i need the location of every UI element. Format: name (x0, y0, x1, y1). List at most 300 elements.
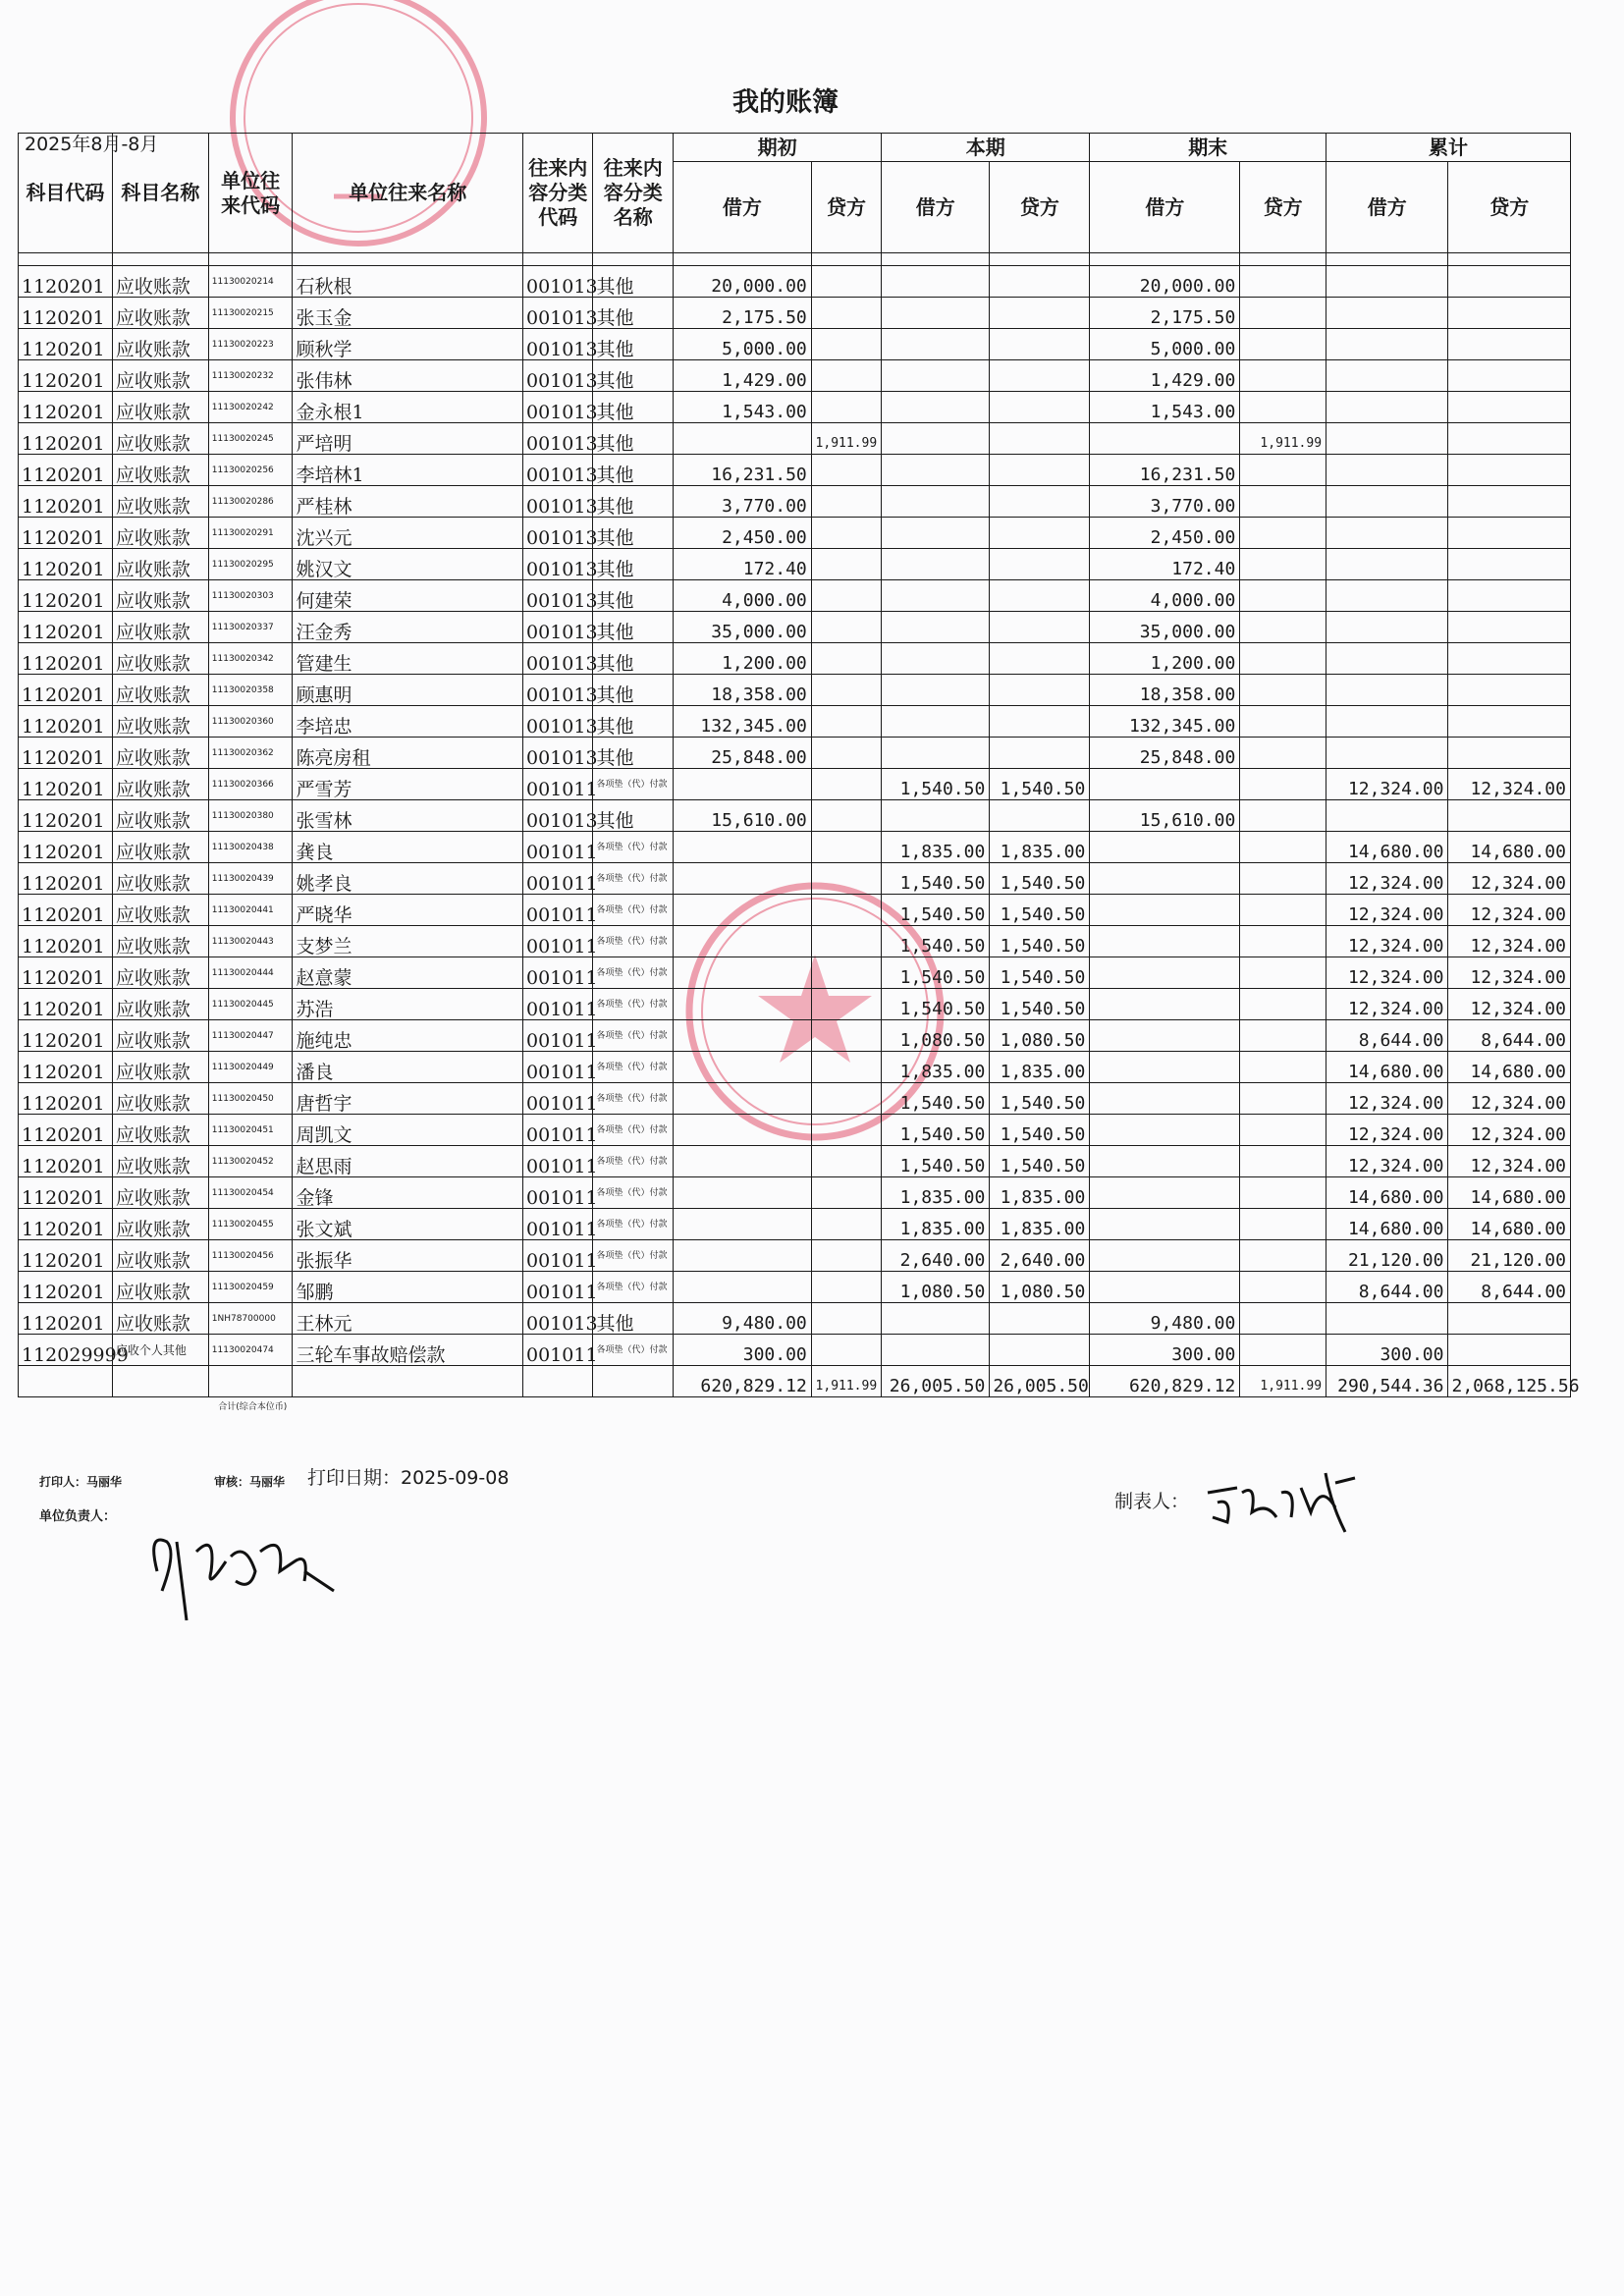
cell-class-name: 各项垫（代）付款 (593, 1240, 674, 1272)
cell-cumulative-debit: 14,680.00 (1326, 832, 1448, 863)
cell-opening-debit: 172.40 (674, 549, 812, 580)
cell-subject-code: 1120201 (19, 486, 113, 518)
col-group-closing: 期末 (1090, 134, 1326, 162)
cell-current-debit (882, 423, 990, 455)
cell-subject-name: 应收账款 (112, 549, 208, 580)
cell-subject-code: 1120201 (19, 706, 113, 738)
cell-unit-code: 11130020366 (208, 769, 293, 800)
cell-opening-debit (674, 1272, 812, 1303)
cell-subject-name: 应收账款 (112, 392, 208, 423)
cell-current-credit: 1,540.50 (990, 957, 1090, 989)
cell-closing-debit (1090, 957, 1240, 989)
cell-subject-code: 1120201 (19, 1115, 113, 1146)
cell-unit-name: 施纯忠 (293, 1020, 523, 1052)
cell-class-name: 其他 (593, 518, 674, 549)
cell-subject-name: 应收账款 (112, 1020, 208, 1052)
cell-current-debit (882, 360, 990, 392)
cell-current-debit: 1,080.50 (882, 1272, 990, 1303)
cell-subject-name: 应收账款 (112, 800, 208, 832)
cell-opening-credit (811, 518, 881, 549)
table-row (19, 1272, 1571, 1303)
cell-closing-debit (1090, 1115, 1240, 1146)
cell-cumulative-debit: 12,324.00 (1326, 926, 1448, 957)
cell-subject-name: 应收账款 (112, 895, 208, 926)
cell-subject-code: 1120201 (19, 612, 113, 643)
cell-class-name: 各项垫（代）付款 (593, 1115, 674, 1146)
cell-closing-debit (1090, 1020, 1240, 1052)
cell-opening-debit (674, 769, 812, 800)
cell-closing-credit (1240, 1272, 1326, 1303)
ledger-body (19, 253, 1571, 1366)
cell-unit-code: 11130020214 (208, 266, 293, 298)
cell-subject-code: 1120201 (19, 392, 113, 423)
table-row (19, 1240, 1571, 1272)
cell-current-credit (990, 360, 1090, 392)
table-row (19, 895, 1571, 926)
table-row (19, 455, 1571, 486)
cell-cumulative-credit: 14,680.00 (1448, 1177, 1571, 1209)
col-class-code: 往来内容分类代码 (523, 134, 593, 253)
cell-subject-code: 1120201 (19, 675, 113, 706)
cell-subject-code: 1120201 (19, 895, 113, 926)
cell-cumulative-debit: 12,324.00 (1326, 1115, 1448, 1146)
cell-current-credit (990, 1335, 1090, 1366)
cell-opening-credit (811, 1335, 881, 1366)
cell-unit-name: 张文斌 (293, 1209, 523, 1240)
cell-cumulative-credit (1448, 423, 1571, 455)
cell-cumulative-credit (1448, 643, 1571, 675)
cell-closing-debit (1090, 423, 1240, 455)
cell-current-debit (882, 1335, 990, 1366)
cell-opening-debit: 15,610.00 (674, 800, 812, 832)
cell-closing-debit (1090, 926, 1240, 957)
cell-closing-credit (1240, 486, 1326, 518)
cell-class-code: 001013 (523, 486, 593, 518)
cell-cumulative-credit: 12,324.00 (1448, 989, 1571, 1020)
cell-opening-debit: 18,358.00 (674, 675, 812, 706)
table-row (19, 706, 1571, 738)
cell-cumulative-debit (1326, 800, 1448, 832)
cell-class-code: 001013 (523, 738, 593, 769)
cell-cumulative-debit (1326, 360, 1448, 392)
cell-opening-debit: 20,000.00 (674, 266, 812, 298)
cell-unit-name: 张玉金 (293, 298, 523, 329)
cell-unit-name: 唐哲宇 (293, 1083, 523, 1115)
cell-opening-debit: 2,450.00 (674, 518, 812, 549)
table-row (19, 863, 1571, 895)
col-cumulative-debit: 借方 (1326, 162, 1448, 253)
cell-cumulative-debit: 12,324.00 (1326, 1146, 1448, 1177)
cell-class-code: 001011 (523, 863, 593, 895)
cell-unit-code: 11130020380 (208, 800, 293, 832)
cell-closing-debit: 5,000.00 (1090, 329, 1240, 360)
cell-unit-name: 周凯文 (293, 1115, 523, 1146)
table-row (19, 675, 1571, 706)
cell-class-code: 001011 (523, 1272, 593, 1303)
cell-current-credit: 1,540.50 (990, 1083, 1090, 1115)
cell-closing-credit (1240, 1240, 1326, 1272)
cell-subject-name: 应收账款 (112, 1146, 208, 1177)
cell-current-debit (882, 549, 990, 580)
cell-opening-debit (674, 1052, 812, 1083)
cell-class-code: 001013 (523, 392, 593, 423)
cell-subject-name: 应收账款 (112, 329, 208, 360)
cell-closing-debit: 18,358.00 (1090, 675, 1240, 706)
table-row (19, 298, 1571, 329)
cell-opening-debit (674, 1146, 812, 1177)
cell-cumulative-credit: 8,644.00 (1448, 1020, 1571, 1052)
cell-cumulative-credit (1448, 266, 1571, 298)
cell-unit-name: 金锋 (293, 1177, 523, 1209)
cell-class-name: 各项垫（代）付款 (593, 1083, 674, 1115)
cell-opening-credit: 1,911.99 (811, 423, 881, 455)
cell-unit-name: 李培林1 (293, 455, 523, 486)
cell-current-credit (990, 612, 1090, 643)
cell-subject-name: 应收账款 (112, 1272, 208, 1303)
cell-current-debit: 1,540.50 (882, 1083, 990, 1115)
page-title: 我的账簿 (732, 87, 839, 118)
cell-opening-credit (811, 1146, 881, 1177)
cell-class-name: 各项垫（代）付款 (593, 1209, 674, 1240)
table-row (19, 738, 1571, 769)
col-current-debit: 借方 (882, 162, 990, 253)
cell-subject-name: 应收账款 (112, 863, 208, 895)
cell-subject-code: 1120201 (19, 423, 113, 455)
cell-opening-debit (674, 1115, 812, 1146)
cell-class-name: 其他 (593, 800, 674, 832)
cell-opening-debit: 35,000.00 (674, 612, 812, 643)
table-row (19, 1115, 1571, 1146)
cell-class-code: 001011 (523, 926, 593, 957)
total-closing-credit: 1,911.99 (1240, 1366, 1326, 1397)
cell-closing-debit: 172.40 (1090, 549, 1240, 580)
cell-unit-name: 张伟林 (293, 360, 523, 392)
cell-closing-debit (1090, 1146, 1240, 1177)
cell-cumulative-credit (1448, 580, 1571, 612)
total-opening-debit: 620,829.12 (674, 1366, 812, 1397)
cell-unit-name: 支梦兰 (293, 926, 523, 957)
cell-cumulative-credit (1448, 612, 1571, 643)
cell-current-debit: 1,540.50 (882, 863, 990, 895)
cell-unit-name: 严晓华 (293, 895, 523, 926)
cell-opening-credit (811, 392, 881, 423)
table-row (19, 989, 1571, 1020)
table-row (19, 518, 1571, 549)
cell-current-debit (882, 455, 990, 486)
cell-opening-debit: 1,429.00 (674, 360, 812, 392)
cell-class-name: 其他 (593, 423, 674, 455)
cell-current-credit: 1,540.50 (990, 1115, 1090, 1146)
cell-unit-name: 王林元 (293, 1303, 523, 1335)
cell-opening-credit (811, 1272, 881, 1303)
cell-opening-credit (811, 1115, 881, 1146)
cell-opening-debit: 1,200.00 (674, 643, 812, 675)
cell-current-debit (882, 266, 990, 298)
cell-subject-code: 1120201 (19, 580, 113, 612)
cell-opening-credit (811, 926, 881, 957)
col-unit-code: 单位往来代码 (208, 134, 293, 253)
cell-class-code: 001013 (523, 298, 593, 329)
table-row (19, 266, 1571, 298)
cell-subject-name: 应收账款 (112, 1052, 208, 1083)
cell-closing-debit (1090, 895, 1240, 926)
cell-unit-name: 陈亮房租 (293, 738, 523, 769)
cell-closing-credit (1240, 329, 1326, 360)
cell-unit-code: 11130020232 (208, 360, 293, 392)
cell-unit-name: 苏浩 (293, 989, 523, 1020)
table-row (19, 549, 1571, 580)
table-row (19, 1020, 1571, 1052)
cell-closing-credit (1240, 1209, 1326, 1240)
cell-subject-name: 应收账款 (112, 675, 208, 706)
cell-subject-code: 1120201 (19, 957, 113, 989)
header-spacer-row (19, 253, 1571, 266)
cell-opening-debit (674, 989, 812, 1020)
cell-opening-debit: 9,480.00 (674, 1303, 812, 1335)
cell-closing-debit: 1,200.00 (1090, 643, 1240, 675)
col-unit-name: 单位往来名称 (293, 134, 523, 253)
cell-subject-name: 应收账款 (112, 423, 208, 455)
cell-unit-name: 三轮车事故赔偿款 (293, 1335, 523, 1366)
cell-closing-debit: 132,345.00 (1090, 706, 1240, 738)
total-cumulative-credit: 2,068,125.56 (1448, 1366, 1571, 1397)
cell-cumulative-debit: 14,680.00 (1326, 1177, 1448, 1209)
cell-cumulative-debit (1326, 329, 1448, 360)
cell-opening-credit (811, 957, 881, 989)
cell-current-debit (882, 1303, 990, 1335)
cell-current-debit (882, 643, 990, 675)
cell-current-debit: 1,080.50 (882, 1020, 990, 1052)
cell-subject-name: 应收账款 (112, 612, 208, 643)
cell-subject-name: 应收账款 (112, 738, 208, 769)
cell-opening-credit (811, 895, 881, 926)
cell-closing-debit: 4,000.00 (1090, 580, 1240, 612)
cell-cumulative-debit (1326, 1303, 1448, 1335)
cell-cumulative-debit: 8,644.00 (1326, 1272, 1448, 1303)
cell-opening-credit (811, 989, 881, 1020)
cell-opening-debit: 25,848.00 (674, 738, 812, 769)
col-opening-debit: 借方 (674, 162, 812, 253)
table-row (19, 612, 1571, 643)
cell-current-credit (990, 486, 1090, 518)
cell-cumulative-debit: 12,324.00 (1326, 989, 1448, 1020)
cell-closing-credit (1240, 643, 1326, 675)
cell-unit-code: 11130020362 (208, 738, 293, 769)
cell-unit-name: 顾秋学 (293, 329, 523, 360)
cell-opening-credit (811, 266, 881, 298)
cell-class-code: 001013 (523, 612, 593, 643)
cell-class-name: 其他 (593, 455, 674, 486)
col-closing-debit: 借方 (1090, 162, 1240, 253)
signature-preparer (1198, 1463, 1365, 1542)
cell-cumulative-debit (1326, 675, 1448, 706)
cell-unit-name: 潘良 (293, 1052, 523, 1083)
cell-closing-credit (1240, 1115, 1326, 1146)
cell-unit-code: 11130020455 (208, 1209, 293, 1240)
cell-unit-code: 1NH78700000 (208, 1303, 293, 1335)
cell-current-credit (990, 675, 1090, 706)
cell-cumulative-debit (1326, 298, 1448, 329)
cell-opening-debit (674, 895, 812, 926)
cell-cumulative-credit: 12,324.00 (1448, 769, 1571, 800)
cell-opening-debit: 1,543.00 (674, 392, 812, 423)
cell-closing-credit (1240, 1303, 1326, 1335)
cell-class-name: 其他 (593, 549, 674, 580)
cell-class-code: 001011 (523, 1177, 593, 1209)
cell-class-name: 各项垫（代）付款 (593, 989, 674, 1020)
cell-class-name: 其他 (593, 738, 674, 769)
cell-unit-name: 李培忠 (293, 706, 523, 738)
cell-current-credit (990, 706, 1090, 738)
cell-subject-code: 1120201 (19, 298, 113, 329)
cell-unit-code: 11130020441 (208, 895, 293, 926)
cell-cumulative-credit: 12,324.00 (1448, 1115, 1571, 1146)
cell-class-code: 001013 (523, 360, 593, 392)
table-row (19, 926, 1571, 957)
cell-opening-debit (674, 423, 812, 455)
cell-opening-debit (674, 863, 812, 895)
cell-closing-debit: 9,480.00 (1090, 1303, 1240, 1335)
cell-cumulative-debit: 12,324.00 (1326, 895, 1448, 926)
cell-class-name: 各项垫（代）付款 (593, 1335, 674, 1366)
table-row (19, 800, 1571, 832)
unit-head-label: 单位负责人： (39, 1509, 117, 1524)
cell-opening-credit (811, 738, 881, 769)
cell-cumulative-debit (1326, 549, 1448, 580)
cell-class-name: 各项垫（代）付款 (593, 957, 674, 989)
cell-class-name: 各项垫（代）付款 (593, 895, 674, 926)
cell-cumulative-credit: 12,324.00 (1448, 926, 1571, 957)
cell-unit-code: 11130020223 (208, 329, 293, 360)
cell-cumulative-debit: 8,644.00 (1326, 1020, 1448, 1052)
cell-current-debit: 1,540.50 (882, 769, 990, 800)
cell-class-name: 各项垫（代）付款 (593, 1177, 674, 1209)
cell-closing-debit: 25,848.00 (1090, 738, 1240, 769)
cell-current-debit: 1,835.00 (882, 1177, 990, 1209)
cell-unit-code: 11130020337 (208, 612, 293, 643)
cell-cumulative-debit: 21,120.00 (1326, 1240, 1448, 1272)
cell-cumulative-debit: 12,324.00 (1326, 1083, 1448, 1115)
col-group-cumulative: 累计 (1326, 134, 1571, 162)
cell-subject-code: 1120201 (19, 1083, 113, 1115)
cell-closing-debit: 20,000.00 (1090, 266, 1240, 298)
cell-unit-code: 11130020474 (208, 1335, 293, 1366)
cell-class-code: 001011 (523, 1146, 593, 1177)
cell-opening-debit: 2,175.50 (674, 298, 812, 329)
cell-current-credit: 1,835.00 (990, 1177, 1090, 1209)
cell-closing-credit (1240, 1335, 1326, 1366)
cell-current-debit: 1,540.50 (882, 1115, 990, 1146)
cell-class-name: 其他 (593, 360, 674, 392)
cell-current-debit: 2,640.00 (882, 1240, 990, 1272)
cell-opening-debit (674, 1209, 812, 1240)
cell-unit-code: 11130020342 (208, 643, 293, 675)
cell-class-code: 001013 (523, 455, 593, 486)
cell-opening-credit (811, 549, 881, 580)
cell-class-code: 001011 (523, 1083, 593, 1115)
cell-unit-code: 11130020438 (208, 832, 293, 863)
cell-unit-code: 11130020450 (208, 1083, 293, 1115)
cell-closing-debit: 15,610.00 (1090, 800, 1240, 832)
total-closing-debit: 620,829.12 (1090, 1366, 1240, 1397)
cell-class-name: 各项垫（代）付款 (593, 1272, 674, 1303)
cell-cumulative-debit: 14,680.00 (1326, 1052, 1448, 1083)
cell-class-name: 各项垫（代）付款 (593, 1020, 674, 1052)
cell-cumulative-credit (1448, 392, 1571, 423)
cell-cumulative-debit (1326, 580, 1448, 612)
cell-unit-code: 11130020303 (208, 580, 293, 612)
cell-subject-code: 1120201 (19, 266, 113, 298)
cell-current-debit (882, 675, 990, 706)
cell-opening-credit (811, 455, 881, 486)
cell-unit-name: 严培明 (293, 423, 523, 455)
cell-unit-code: 11130020454 (208, 1177, 293, 1209)
cell-subject-code: 1120201 (19, 800, 113, 832)
cell-unit-code: 11130020443 (208, 926, 293, 957)
cell-unit-name: 严雪芳 (293, 769, 523, 800)
cell-class-code: 001011 (523, 1240, 593, 1272)
cell-closing-debit (1090, 1177, 1240, 1209)
cell-cumulative-debit: 12,324.00 (1326, 863, 1448, 895)
total-opening-credit: 1,911.99 (811, 1366, 881, 1397)
cell-closing-credit (1240, 1177, 1326, 1209)
table-row (19, 1177, 1571, 1209)
cell-cumulative-credit (1448, 706, 1571, 738)
cell-current-debit (882, 518, 990, 549)
cell-unit-name: 沈兴元 (293, 518, 523, 549)
cell-current-debit (882, 580, 990, 612)
cell-opening-debit (674, 1083, 812, 1115)
cell-unit-code: 11130020256 (208, 455, 293, 486)
cell-closing-credit (1240, 1146, 1326, 1177)
cell-subject-code: 1120201 (19, 769, 113, 800)
cell-current-credit: 1,540.50 (990, 895, 1090, 926)
cell-cumulative-credit: 14,680.00 (1448, 1052, 1571, 1083)
cell-subject-code: 1120201 (19, 989, 113, 1020)
cell-cumulative-debit: 14,680.00 (1326, 1209, 1448, 1240)
cell-subject-code: 1120201 (19, 643, 113, 675)
col-group-current: 本期 (882, 134, 1090, 162)
cell-subject-name: 应收账款 (112, 1303, 208, 1335)
cell-unit-code: 11130020286 (208, 486, 293, 518)
cell-subject-name: 应收账款 (112, 769, 208, 800)
table-row (19, 580, 1571, 612)
cell-closing-debit (1090, 1240, 1240, 1272)
cell-class-code: 001011 (523, 769, 593, 800)
cell-subject-code: 1120201 (19, 1240, 113, 1272)
cell-subject-code: 1120201 (19, 1272, 113, 1303)
cell-closing-debit (1090, 832, 1240, 863)
cell-closing-credit (1240, 518, 1326, 549)
cell-cumulative-debit (1326, 706, 1448, 738)
cell-unit-code: 11130020445 (208, 989, 293, 1020)
cell-class-name: 各项垫（代）付款 (593, 769, 674, 800)
cell-current-credit (990, 423, 1090, 455)
cell-unit-name: 汪金秀 (293, 612, 523, 643)
cell-opening-credit (811, 643, 881, 675)
cell-subject-code: 1120201 (19, 1020, 113, 1052)
cell-subject-name: 应收个人其他 (112, 1335, 208, 1366)
cell-subject-name: 应收账款 (112, 266, 208, 298)
cell-cumulative-credit (1448, 675, 1571, 706)
cell-cumulative-credit (1448, 298, 1571, 329)
cell-closing-debit: 16,231.50 (1090, 455, 1240, 486)
cell-closing-debit (1090, 1209, 1240, 1240)
cell-cumulative-credit: 12,324.00 (1448, 863, 1571, 895)
col-closing-credit: 贷方 (1240, 162, 1326, 253)
cell-current-debit: 1,835.00 (882, 1052, 990, 1083)
cell-cumulative-debit (1326, 612, 1448, 643)
